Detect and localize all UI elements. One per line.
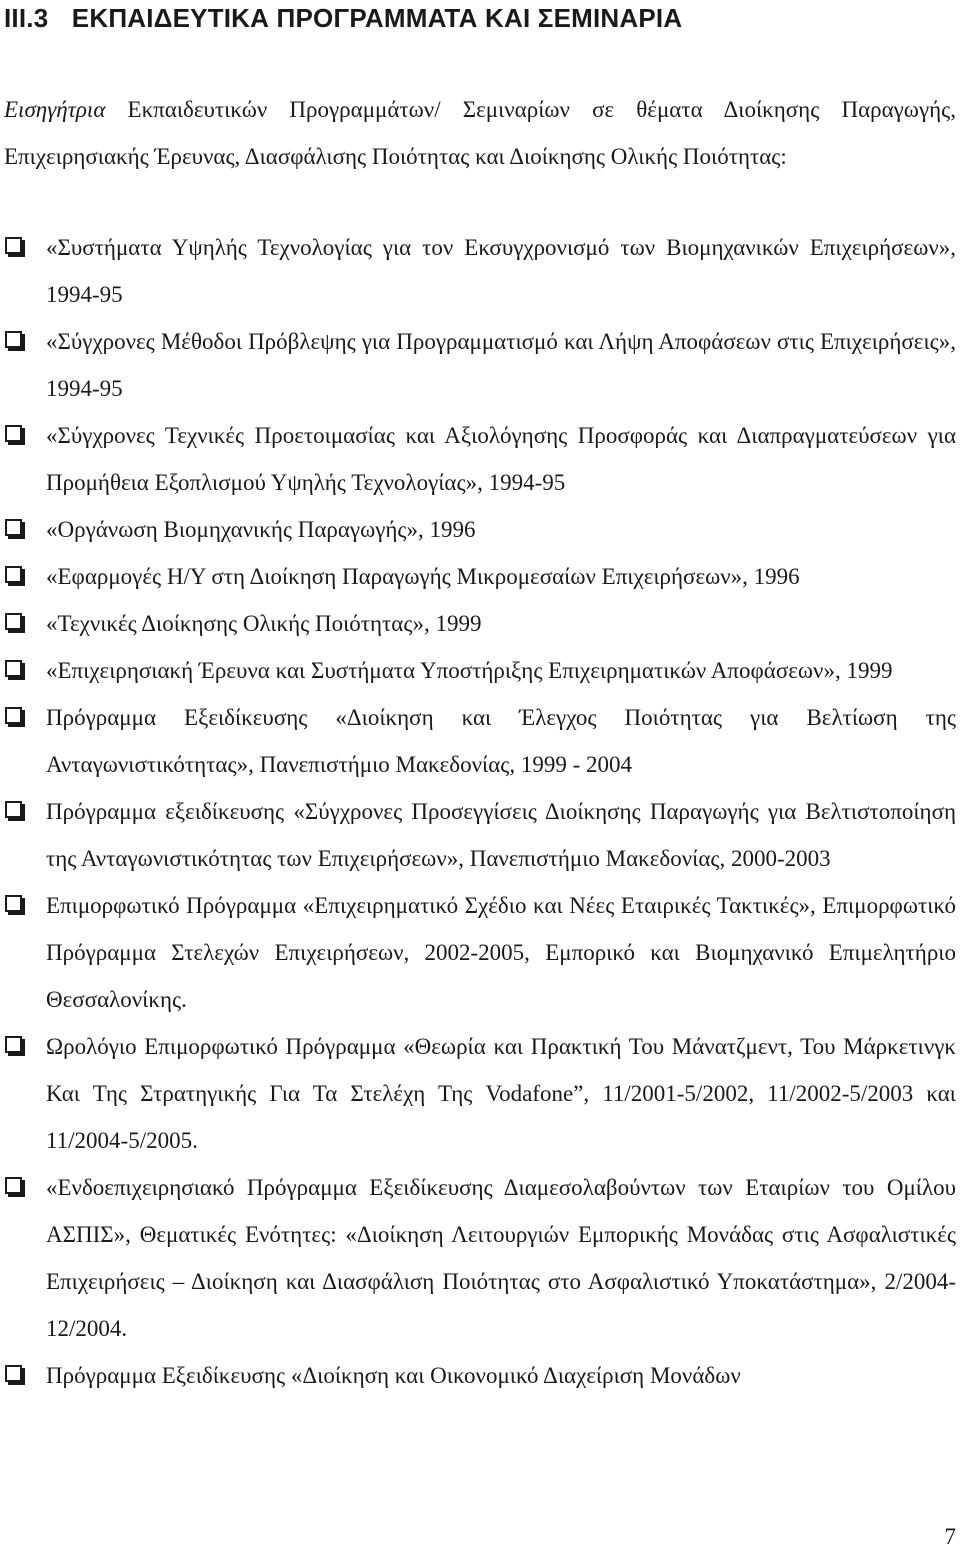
- list-item-text: «Επιχειρησιακή Έρευνα και Συστήματα Υποστήριξης Επιχειρηματικών Αποφάσεων», 1999: [46, 658, 893, 683]
- list-item: [0, 506, 960, 553]
- list-item: [0, 647, 960, 694]
- checkbox-bullet-icon: [5, 660, 22, 677]
- list-item: [0, 882, 960, 1023]
- checkbox-bullet-icon: [5, 331, 22, 348]
- list-item-text: «Σύγχρονες Τεχνικές Προετοιμασίας και Αξιολόγησης Προσφοράς και Διαπραγματεύσεων για Προμήθεια Εξοπλισμού Υψηλής Τεχνολογίας», 1994-95: [46, 423, 956, 495]
- list-item-text: Πρόγραμμα Εξειδίκευσης «Διοίκηση και Οικονομικό Διαχείριση Μονάδων: [46, 1363, 741, 1388]
- list-item-text: Πρόγραμμα Εξειδίκευσης «Διοίκηση και Έλεγχος Ποιότητας για Βελτίωση της Ανταγωνιστικότητας», Πανεπιστήμιο Μακεδονίας, 1999 - 2004: [46, 705, 956, 777]
- list-item: [0, 553, 960, 600]
- list-item-text: Ωρολόγιο Επιμορφωτικό Πρόγραμμα «Θεωρία και Πρακτική Του Μάνατζμεντ, Του Μάρκετινγκ Και Της Στρατηγικής Για Τα Στελέχη Της Vodafone”, 11/2001-5/2002, 11/2002-5/2003 και 11/2004-5/2005.: [46, 1034, 956, 1153]
- list-item: [0, 694, 960, 788]
- list-item-text: «Ενδοεπιχειρησιακό Πρόγραμμα Εξειδίκευσης Διαμεσολαβούντων των Εταιρίων του Ομίλου ΑΣΠΙΣ», Θεματικές Ενότητες: «Διοίκηση Λειτουργιών Εμπορικής Μονάδας στις Ασφαλιστικές Επιχειρήσεις – Διοίκηση και Διασφάλιση Ποιότητας στο Ασφαλιστικό Υποκατάστημα», 2/2004-12/2004.: [46, 1175, 956, 1341]
- list-item-text: «Σύγχρονες Μέθοδοι Πρόβλεψης για Προγραμματισμό και Λήψη Αποφάσεων στις Επιχειρήσεις», 1994-95: [46, 329, 956, 401]
- section-title: ΕΚΠΑΙΔΕΥΤΙΚΑ ΠΡΟΓΡΑΜΜΑΤΑ ΚΑΙ ΣΕΜΙΝΑΡΙΑ: [71, 3, 683, 33]
- checkbox-bullet-icon: [5, 1177, 22, 1194]
- checkbox-bullet-icon: [5, 895, 22, 912]
- intro-text: Εκπαιδευτικών Προγραμμάτων/ Σεμιναρίων σε θέματα Διοίκησης Παραγωγής, Επιχειρησιακής Έρευνας, Διασφάλισης Ποιότητας και Διοίκησης Ολικής Ποιότητας:: [4, 97, 956, 169]
- checkbox-bullet-icon: [5, 237, 22, 254]
- section-number: III.3: [4, 3, 49, 33]
- seminar-list: [0, 224, 960, 1399]
- list-item: [0, 1164, 960, 1352]
- checkbox-bullet-icon: [5, 1036, 22, 1053]
- list-item: [0, 224, 960, 318]
- checkbox-bullet-icon: [5, 519, 22, 536]
- list-item-text: Επιμορφωτικό Πρόγραμμα «Επιχειρηματικό Σχέδιο και Νέες Εταιρικές Τακτικές», Επιμορφωτικό Πρόγραμμα Στελεχών Επιχειρήσεων, 2002-2005, Εμπορικό και Βιομηχανικό Επιμελητήριο Θεσσαλονίκης.: [46, 893, 956, 1012]
- list-item-text: «Τεχνικές Διοίκησης Ολικής Ποιότητας», 1999: [46, 611, 482, 636]
- page-number: 7: [944, 1524, 956, 1549]
- list-item: [0, 412, 960, 506]
- list-item-text: «Εφαρμογές Η/Υ στη Διοίκηση Παραγωγής Μικρομεσαίων Επιχειρήσεων», 1996: [46, 564, 800, 589]
- checkbox-bullet-icon: [5, 566, 22, 583]
- list-item-text: «Συστήματα Υψηλής Τεχνολογίας για τον Εκσυγχρονισμό των Βιομηχανικών Επιχειρήσεων», 1994-95: [46, 235, 956, 307]
- list-item: [0, 318, 960, 412]
- checkbox-bullet-icon: [5, 425, 22, 442]
- intro-paragraph: [4, 86, 956, 180]
- list-item-text: «Οργάνωση Βιομηχανικής Παραγωγής», 1996: [46, 517, 476, 542]
- list-item: [0, 1023, 960, 1164]
- list-item-text: Πρόγραμμα εξειδίκευσης «Σύγχρονες Προσεγγίσεις Διοίκησης Παραγωγής για Βελτιστοποίηση της Ανταγωνιστικότητας των Επιχειρήσεων», Πανεπιστήμιο Μακεδονίας, 2000-2003: [46, 799, 956, 871]
- checkbox-bullet-icon: [5, 1365, 22, 1382]
- list-item: [0, 788, 960, 882]
- list-item: [0, 600, 960, 647]
- checkbox-bullet-icon: [5, 707, 22, 724]
- intro-role: Εισηγήτρια: [4, 97, 106, 122]
- section-heading: [4, 0, 960, 42]
- checkbox-bullet-icon: [5, 613, 22, 630]
- checkbox-bullet-icon: [5, 801, 22, 818]
- list-item: [0, 1352, 960, 1399]
